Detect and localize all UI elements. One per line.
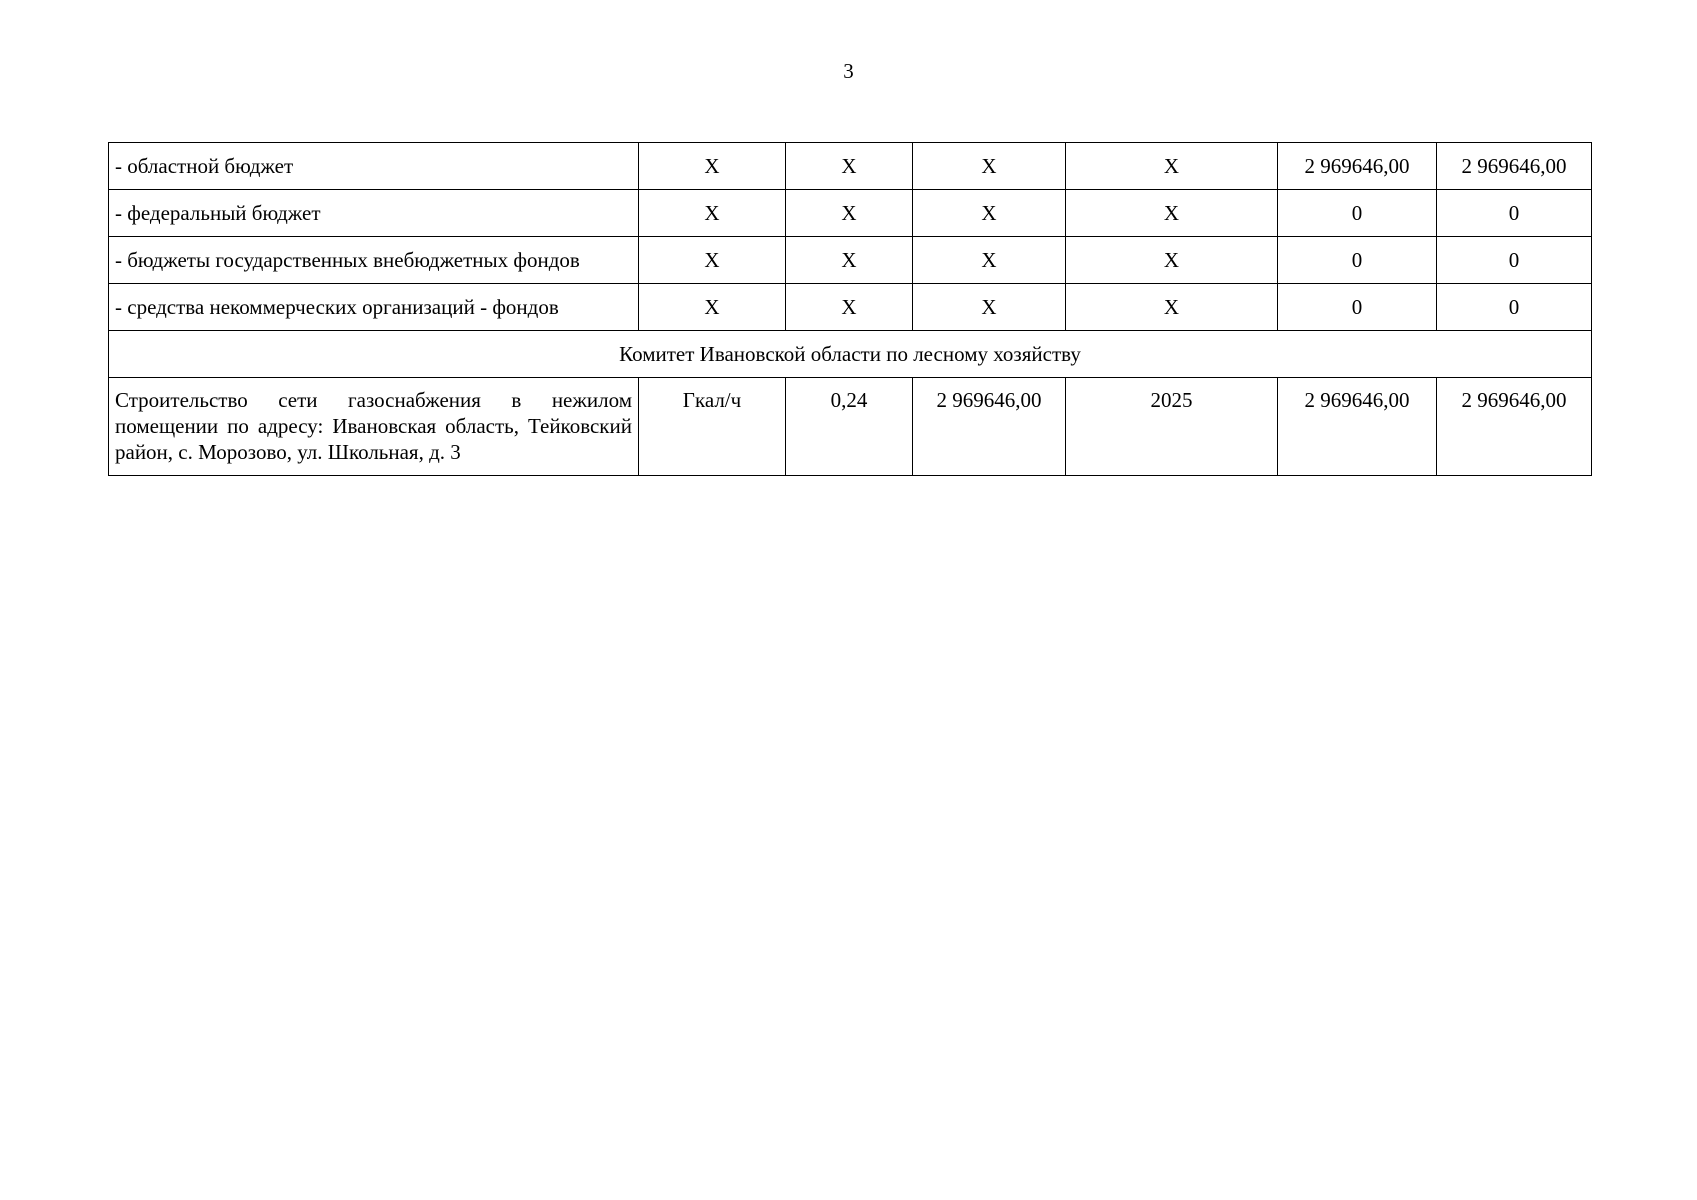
table-cell: Х [786,190,913,237]
unit-cell: Гкал/ч [639,378,786,476]
table-cell: Х [1066,237,1278,284]
section-header: Комитет Ивановской области по лесному хозяйству [109,331,1592,378]
table-cell: Х [786,237,913,284]
table-cell: Х [639,143,786,190]
table-cell: Х [639,284,786,331]
table-cell: Х [913,143,1066,190]
year-cell: 2025 [1066,378,1278,476]
table-cell: Х [1066,190,1278,237]
amount-cell: 2 969646,00 [1437,378,1592,476]
table-cell: Х [913,237,1066,284]
row-label: - бюджеты государственных внебюджетных фондов [109,237,639,284]
row-label: - областной бюджет [109,143,639,190]
table-row [109,284,1592,331]
table-cell: 2 969646,00 [1437,143,1592,190]
table-cell: Х [639,237,786,284]
section-header-row [109,331,1592,378]
page-number: 3 [843,59,854,83]
table-cell: 0 [1437,284,1592,331]
table-cell: Х [786,284,913,331]
table-cell: 0 [1437,190,1592,237]
table-row [109,190,1592,237]
table-cell: Х [1066,284,1278,331]
capacity-cell: 0,24 [786,378,913,476]
table-cell: 0 [1437,237,1592,284]
table-row [109,237,1592,284]
budget-table [108,142,1592,476]
table-cell: Х [786,143,913,190]
table-cell: 0 [1278,190,1437,237]
cost-cell: 2 969646,00 [913,378,1066,476]
table-cell: Х [639,190,786,237]
table-row [109,378,1592,476]
table-cell: 0 [1278,284,1437,331]
table-row [109,143,1592,190]
row-label: - средства некоммерческих организаций - фондов [109,284,639,331]
table-cell: Х [1066,143,1278,190]
table-cell: Х [913,284,1066,331]
table-cell: 0 [1278,237,1437,284]
row-label: - федеральный бюджет [109,190,639,237]
table-cell: 2 969646,00 [1278,143,1437,190]
table-cell: Х [913,190,1066,237]
object-description: Строительство сети газоснабжения в нежилом помещении по адресу: Ивановская область, Тейковский район, с. Морозово, ул. Школьная, д. 3 [109,378,639,476]
amount-cell: 2 969646,00 [1278,378,1437,476]
